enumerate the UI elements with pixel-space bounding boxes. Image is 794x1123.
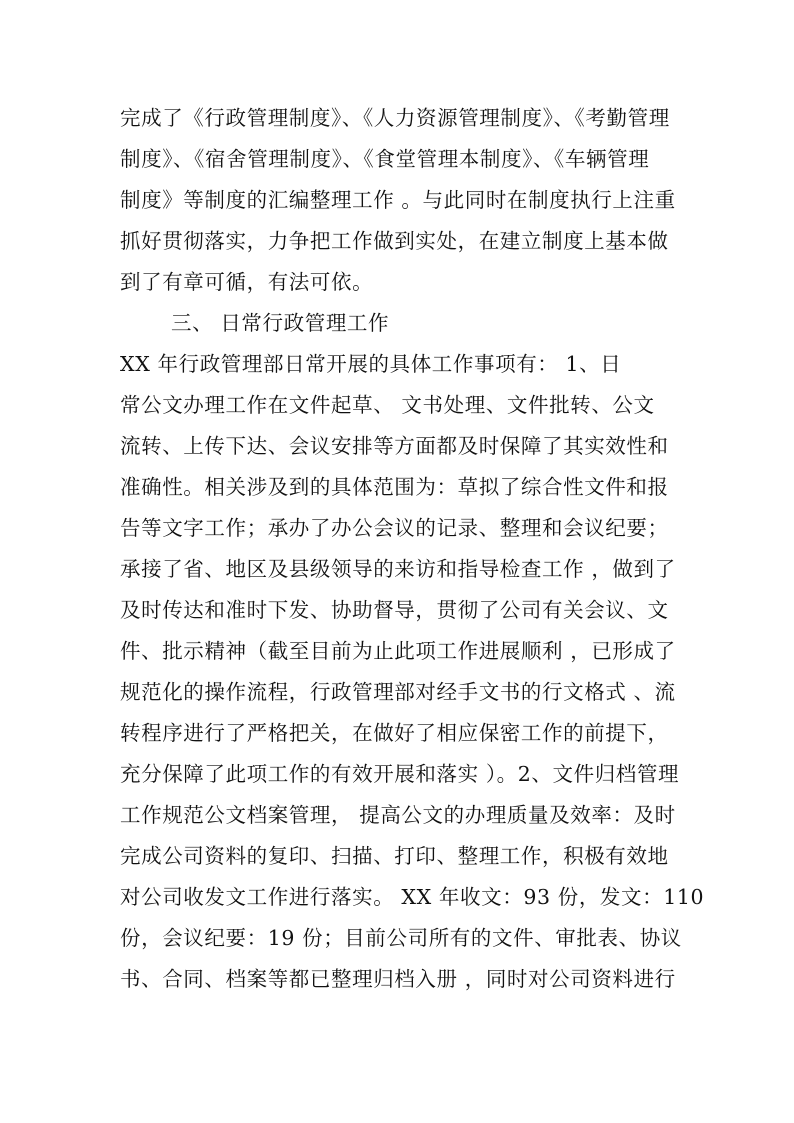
paragraph-line: 完成公司资料的复印、扫描、打印、整理工作，积极有效地 — [120, 844, 669, 868]
paragraph-line: 完成了《行政管理制度》、《人力资源管理制度》、《考勤管理 — [120, 106, 670, 130]
paragraph-line: 常公文办理工作在文件起草、 文书处理、文件批转、公文 — [120, 393, 655, 417]
section-heading: 三、 日常行政管理工作 — [171, 311, 390, 335]
paragraph-line: 对公司收发文工作进行落实。 XX 年收文：93 份，发文：110 — [120, 885, 705, 909]
paragraph-line: 抓好贯彻落实，力争把工作做到实处，在建立制度上基本做 — [120, 229, 669, 253]
paragraph-line: 规范化的操作流程，行政管理部对经手文书的行文格式 、流 — [120, 680, 676, 704]
paragraph-line: 承接了省、地区及县级领导的来访和指导检查工作 ，做到了 — [120, 557, 676, 581]
paragraph-line: 书、合同、档案等都已整理归档入册 ，同时对公司资料进行 — [120, 967, 676, 991]
paragraph-line: 制度》、《宿舍管理制度》、《食堂管理本制度》、《车辆管理 — [120, 147, 650, 171]
paragraph-line: 准确性。相关涉及到的具体范围为：草拟了综合性文件和报 — [120, 475, 669, 499]
paragraph-line: 到了有章可循，有法可依。 — [120, 270, 374, 294]
paragraph-line: 份，会议纪要：19 份；目前公司所有的文件、审批表、协议 — [120, 926, 682, 950]
paragraph-line: 转程序进行了严格把关，在做好了相应保密工作的前提下， — [120, 721, 669, 745]
paragraph-line: 件、批示精神（截至目前为止此项工作进展顺利 ，已形成了 — [120, 639, 676, 663]
paragraph-line: 及时传达和准时下发、协助督导，贯彻了公司有关会议、文 — [120, 598, 669, 622]
paragraph-line: 工作规范公文档案管理， 提高公文的办理质量及效率：及时 — [120, 803, 676, 827]
paragraph-line: 流转、上传下达、会议安排等方面都及时保障了其实效性和 — [120, 434, 669, 458]
paragraph-line: 充分保障了此项工作的有效开展和落实 ）。2、文件归档管理 — [120, 762, 680, 786]
paragraph-line: 制度》等制度的汇编整理工作 。与此同时在制度执行上注重 — [120, 188, 676, 212]
paragraph-line: XX 年行政管理部日常开展的具体工作事项有： 1、日 — [120, 352, 622, 376]
paragraph-line: 告等文字工作；承办了办公会议的记录、整理和会议纪要； — [120, 516, 669, 540]
